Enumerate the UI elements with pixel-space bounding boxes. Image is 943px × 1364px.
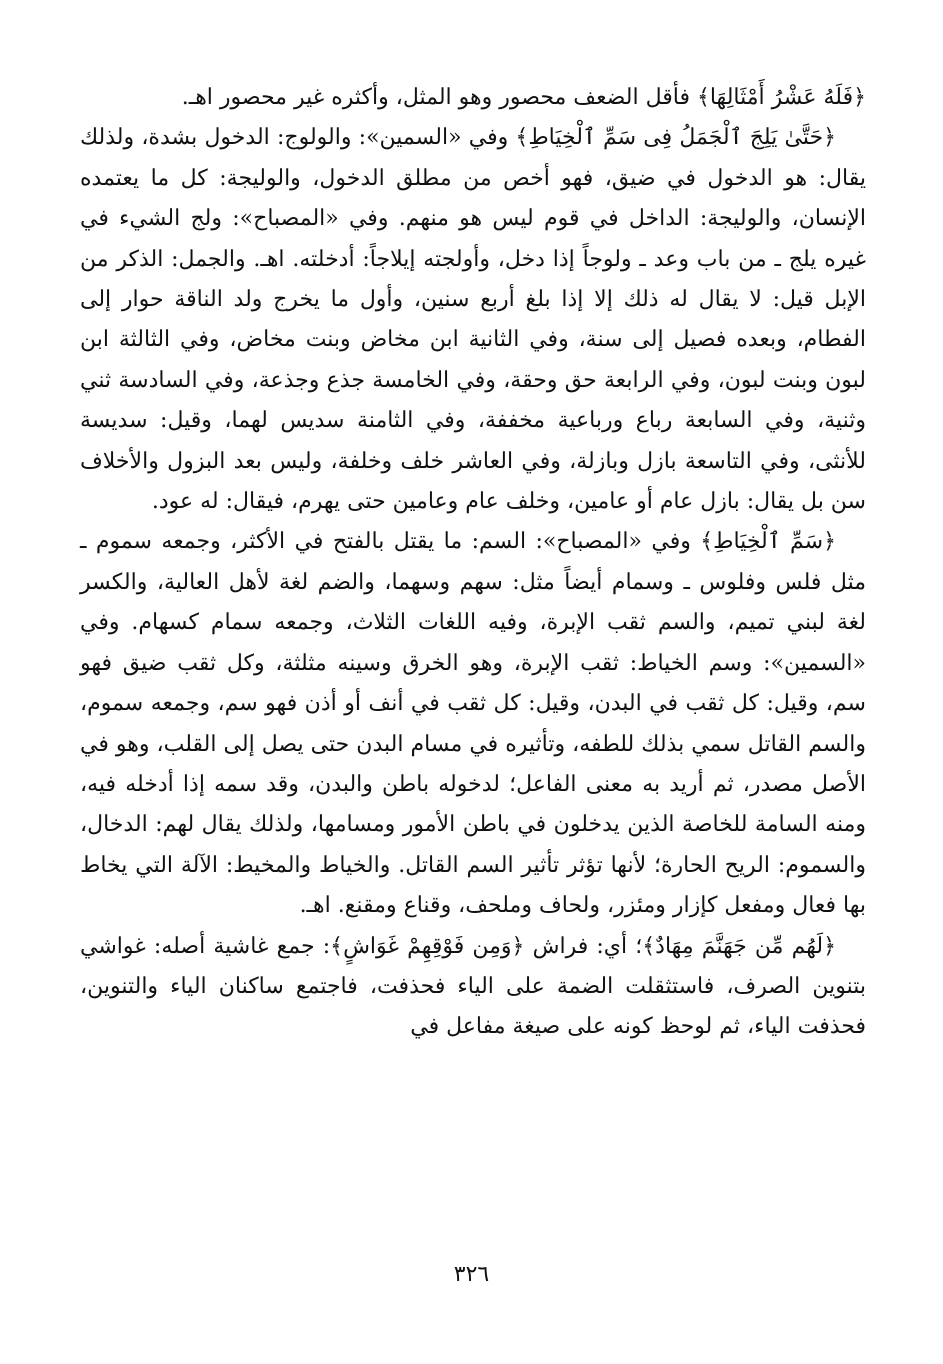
- paragraph-4: ﴿لَهُم مِّن جَهَنَّمَ مِهَادٌ﴾؛ أي: فراش ﴿وَمِن فَوْقِهِمْ غَوَاشٍ﴾: جمع غاشية أصله: غواشي بتنوين الصرف، فاستثقلت الضمة على الياء فحذفت، فاجتمع ساكنان الياء والتنوين، فحذفت الياء، ثم لوحظ كونه على صيغة مفاعل في: [80, 933, 866, 1040]
- body-text: [80, 78, 866, 1048]
- paragraph-1: ﴿فَلَهُ عَشْرُ أَمْثَالِهَا﴾ فأقل الضعف محصور وهو المثل، وأكثره غير محصور اهـ.: [181, 85, 866, 110]
- paragraph-2: ﴿حَتَّىٰ يَلِجَ ٱلْجَمَلُ فِى سَمِّ ٱلْخِيَاطِ﴾ وفي «السمين»: والولوج: الدخول بشدة، ولذلك يقال: هو الدخول في ضيق، فهو أخص من مطلق الدخول، والوليجة: كل ما يعتمده الإنسان، والوليجة: الداخل في قوم ليس هو منهم. وفي «المصباح»: ولج الشيء في غيره يلج ـ من باب وعد ـ ولوجاً إذا دخل، وأولجته إيلاجاً: أدخلته. اهـ. والجمل: الذكر من الإبل قيل: لا يقال له ذلك إلا إذا بلغ أربع سنين، وأول ما يخرج ولد الناقة حوار إلى الفطام، وبعده فصيل إلى سنة، وفي الثانية ابن مخاض وبنت مخاض، وفي الثالثة ابن لبون وبنت لبون، وفي الرابعة حق وحقة، وفي الخامسة جذع وجذعة، وفي السادسة ثني وثنية، وفي السابعة رباع ورباعية مخففة، وفي الثامنة سديس لهما، وقيل: سديسة للأنثى، وفي التاسعة بازل وبازلة، وفي العاشر خلف وخلفة، وليس بعد البزول والأخلاف سن بل يقال: بازل عام أو عامين، وخلف عام وعامين حتى يهرم، فيقال: له عود.: [80, 125, 866, 515]
- paragraph-3: ﴿سَمِّ ٱلْخِيَاطِ﴾ وفي «المصباح»: السم: ما يقتل بالفتح في الأكثر، وجمعه سموم ـ مثل فلس وفلوس ـ وسمام أيضاً مثل: سهم وسهما، والضم لغة لأهل العالية، والكسر لغة لبني تميم، والسم ثقب الإبرة، وفيه اللغات الثلاث، وجمعه سمام كسهام. وفي «السمين»: وسم الخياط: ثقب الإبرة، وهو الخرق وسينه مثلثة، وكل ثقب ضيق فهو سم، وقيل: كل ثقب في البدن، وقيل: كل ثقب في أنف أو أذن فهو سم، وجمعه سموم، والسم القاتل سمي بذلك للطفه، وتأثيره في مسام البدن حتى يصل إلى القلب، وهو في الأصل مصدر، ثم أريد به معنى الفاعل؛ لدخوله باطن والبدن، وقد سمه إذا أدخله فيه، ومنه السامة للخاصة الذين يدخلون في باطن الأمور ومسامها، ولذلك يقال لهم: الدخال، والسموم: الريح الحارة؛ لأنها تؤثر تأثير السم القاتل. والخياط والمخيط: الآلة التي يخاط بها فعال ومفعل كإزار ومئزر، ولحاف وملحف، وقناع ومقنع. اهـ.: [80, 529, 866, 919]
- page-number: ٣٢٦: [453, 1262, 490, 1287]
